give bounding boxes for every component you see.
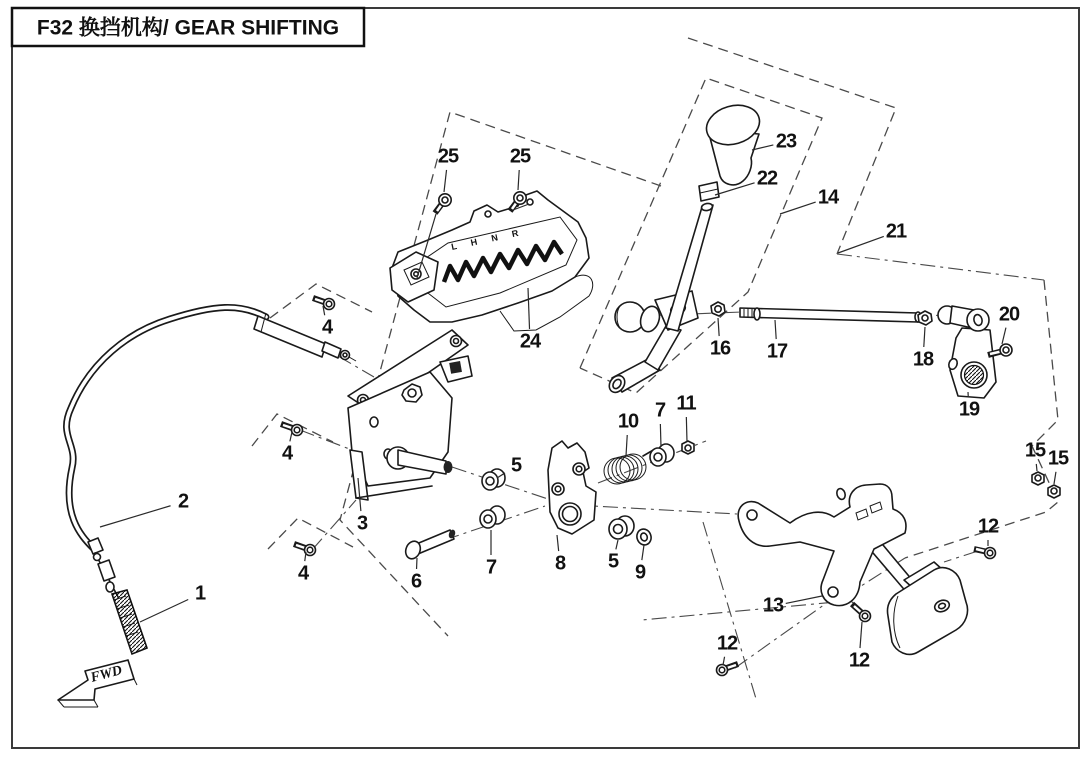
- bolt-12c: [974, 548, 996, 559]
- bushing-7a: [480, 506, 505, 528]
- gate-letters: L H N R: [450, 226, 526, 252]
- part-11-leader-line: [686, 417, 687, 442]
- part-8-callout: 8: [554, 552, 566, 575]
- part-12-callout: 12: [848, 649, 870, 672]
- pin-bolt-6: [403, 529, 456, 561]
- part-4-callout: 4: [321, 316, 333, 339]
- part-16-leader-line: [718, 318, 719, 336]
- part-15-callout: 15: [1047, 447, 1069, 470]
- part-12-callout: 12: [716, 632, 738, 655]
- title-block: [12, 8, 364, 46]
- part-7-callout: 7: [654, 399, 666, 422]
- main-bracket: [348, 330, 472, 500]
- part-5-callout: 5: [510, 454, 522, 477]
- part-8-leader-line: [557, 535, 559, 551]
- part-5-leader-line: [616, 540, 618, 549]
- washer-9: [635, 527, 653, 547]
- part-20-leader-line: [1002, 328, 1006, 344]
- bolt-4c: [294, 544, 316, 556]
- bushing-5b: [609, 516, 634, 539]
- part-14-callout: 14: [817, 186, 839, 209]
- part-21-leader-line: [838, 236, 884, 253]
- part-12-leader-line: [723, 657, 725, 665]
- torsion-spring-10: [604, 449, 655, 484]
- fwd-arrow: [58, 660, 137, 707]
- link-plate-8: [548, 441, 596, 534]
- nut-11: [682, 441, 694, 454]
- part-18-leader-line: [924, 327, 925, 347]
- part-9-callout: 9: [634, 561, 646, 584]
- part-7-leader-line: [660, 424, 661, 447]
- part-10-callout: 10: [617, 410, 639, 433]
- part-18-callout: 18: [912, 348, 934, 371]
- part-13-leader-line: [786, 596, 822, 603]
- bolt-12b: [852, 604, 871, 622]
- bushing-7b: [650, 444, 674, 466]
- part-13-callout: 13: [762, 594, 784, 617]
- part-6-callout: 6: [410, 570, 422, 593]
- bushing-5a: [482, 469, 505, 490]
- part-15-callout: 15: [1024, 439, 1046, 462]
- part-2-callout: 2: [177, 490, 189, 513]
- part-25-callout: 25: [509, 145, 531, 168]
- part-12-callout: 12: [977, 515, 999, 538]
- part-4-callout: 4: [297, 562, 309, 585]
- fwd-label: FWD: [89, 663, 124, 686]
- part-4-leader-line: [290, 432, 292, 441]
- part-1-leader-line: [140, 599, 188, 622]
- part-15-leader-line: [1054, 472, 1056, 484]
- part-19-callout: 19: [958, 398, 980, 421]
- bolt-12a: [717, 664, 739, 676]
- part-5-callout: 5: [607, 550, 619, 573]
- support-bracket: [738, 484, 967, 654]
- part-1-callout: 1: [194, 582, 206, 605]
- gear-lever: [606, 99, 764, 395]
- part-20-callout: 20: [998, 303, 1020, 326]
- part-15-leader-line: [1036, 464, 1037, 471]
- part-10-leader-line: [626, 435, 627, 456]
- part-16-callout: 16: [709, 337, 731, 360]
- nut-15a: [1032, 472, 1044, 485]
- part-9-leader-line: [642, 545, 644, 560]
- part-11-callout: 11: [676, 392, 696, 415]
- part-23-callout: 23: [775, 130, 797, 153]
- link-rod: [740, 308, 921, 322]
- part-2-leader-line: [100, 506, 171, 527]
- part-21-callout: 21: [885, 220, 907, 243]
- nut-15b: [1048, 485, 1060, 498]
- part-25-callout: 25: [437, 145, 459, 168]
- part-25-leader-line: [518, 170, 519, 190]
- nut-16: [711, 302, 725, 316]
- cable-spring: [112, 590, 147, 654]
- part-12-leader-line: [860, 622, 862, 648]
- part-22-callout: 22: [756, 167, 778, 190]
- nut-18: [918, 311, 932, 325]
- part-7-callout: 7: [485, 556, 497, 579]
- page-title: F32 换挡机构/ GEAR SHIFTING: [36, 16, 340, 40]
- part-24-callout: 24: [519, 330, 541, 353]
- part-17-callout: 17: [766, 340, 788, 363]
- part-25-leader-line: [444, 170, 447, 192]
- part-3-callout: 3: [356, 512, 368, 535]
- part-17-leader-line: [775, 320, 776, 339]
- shift-gate-plate: [390, 191, 593, 331]
- part-4-callout: 4: [281, 442, 293, 465]
- shift-arm: [938, 306, 996, 398]
